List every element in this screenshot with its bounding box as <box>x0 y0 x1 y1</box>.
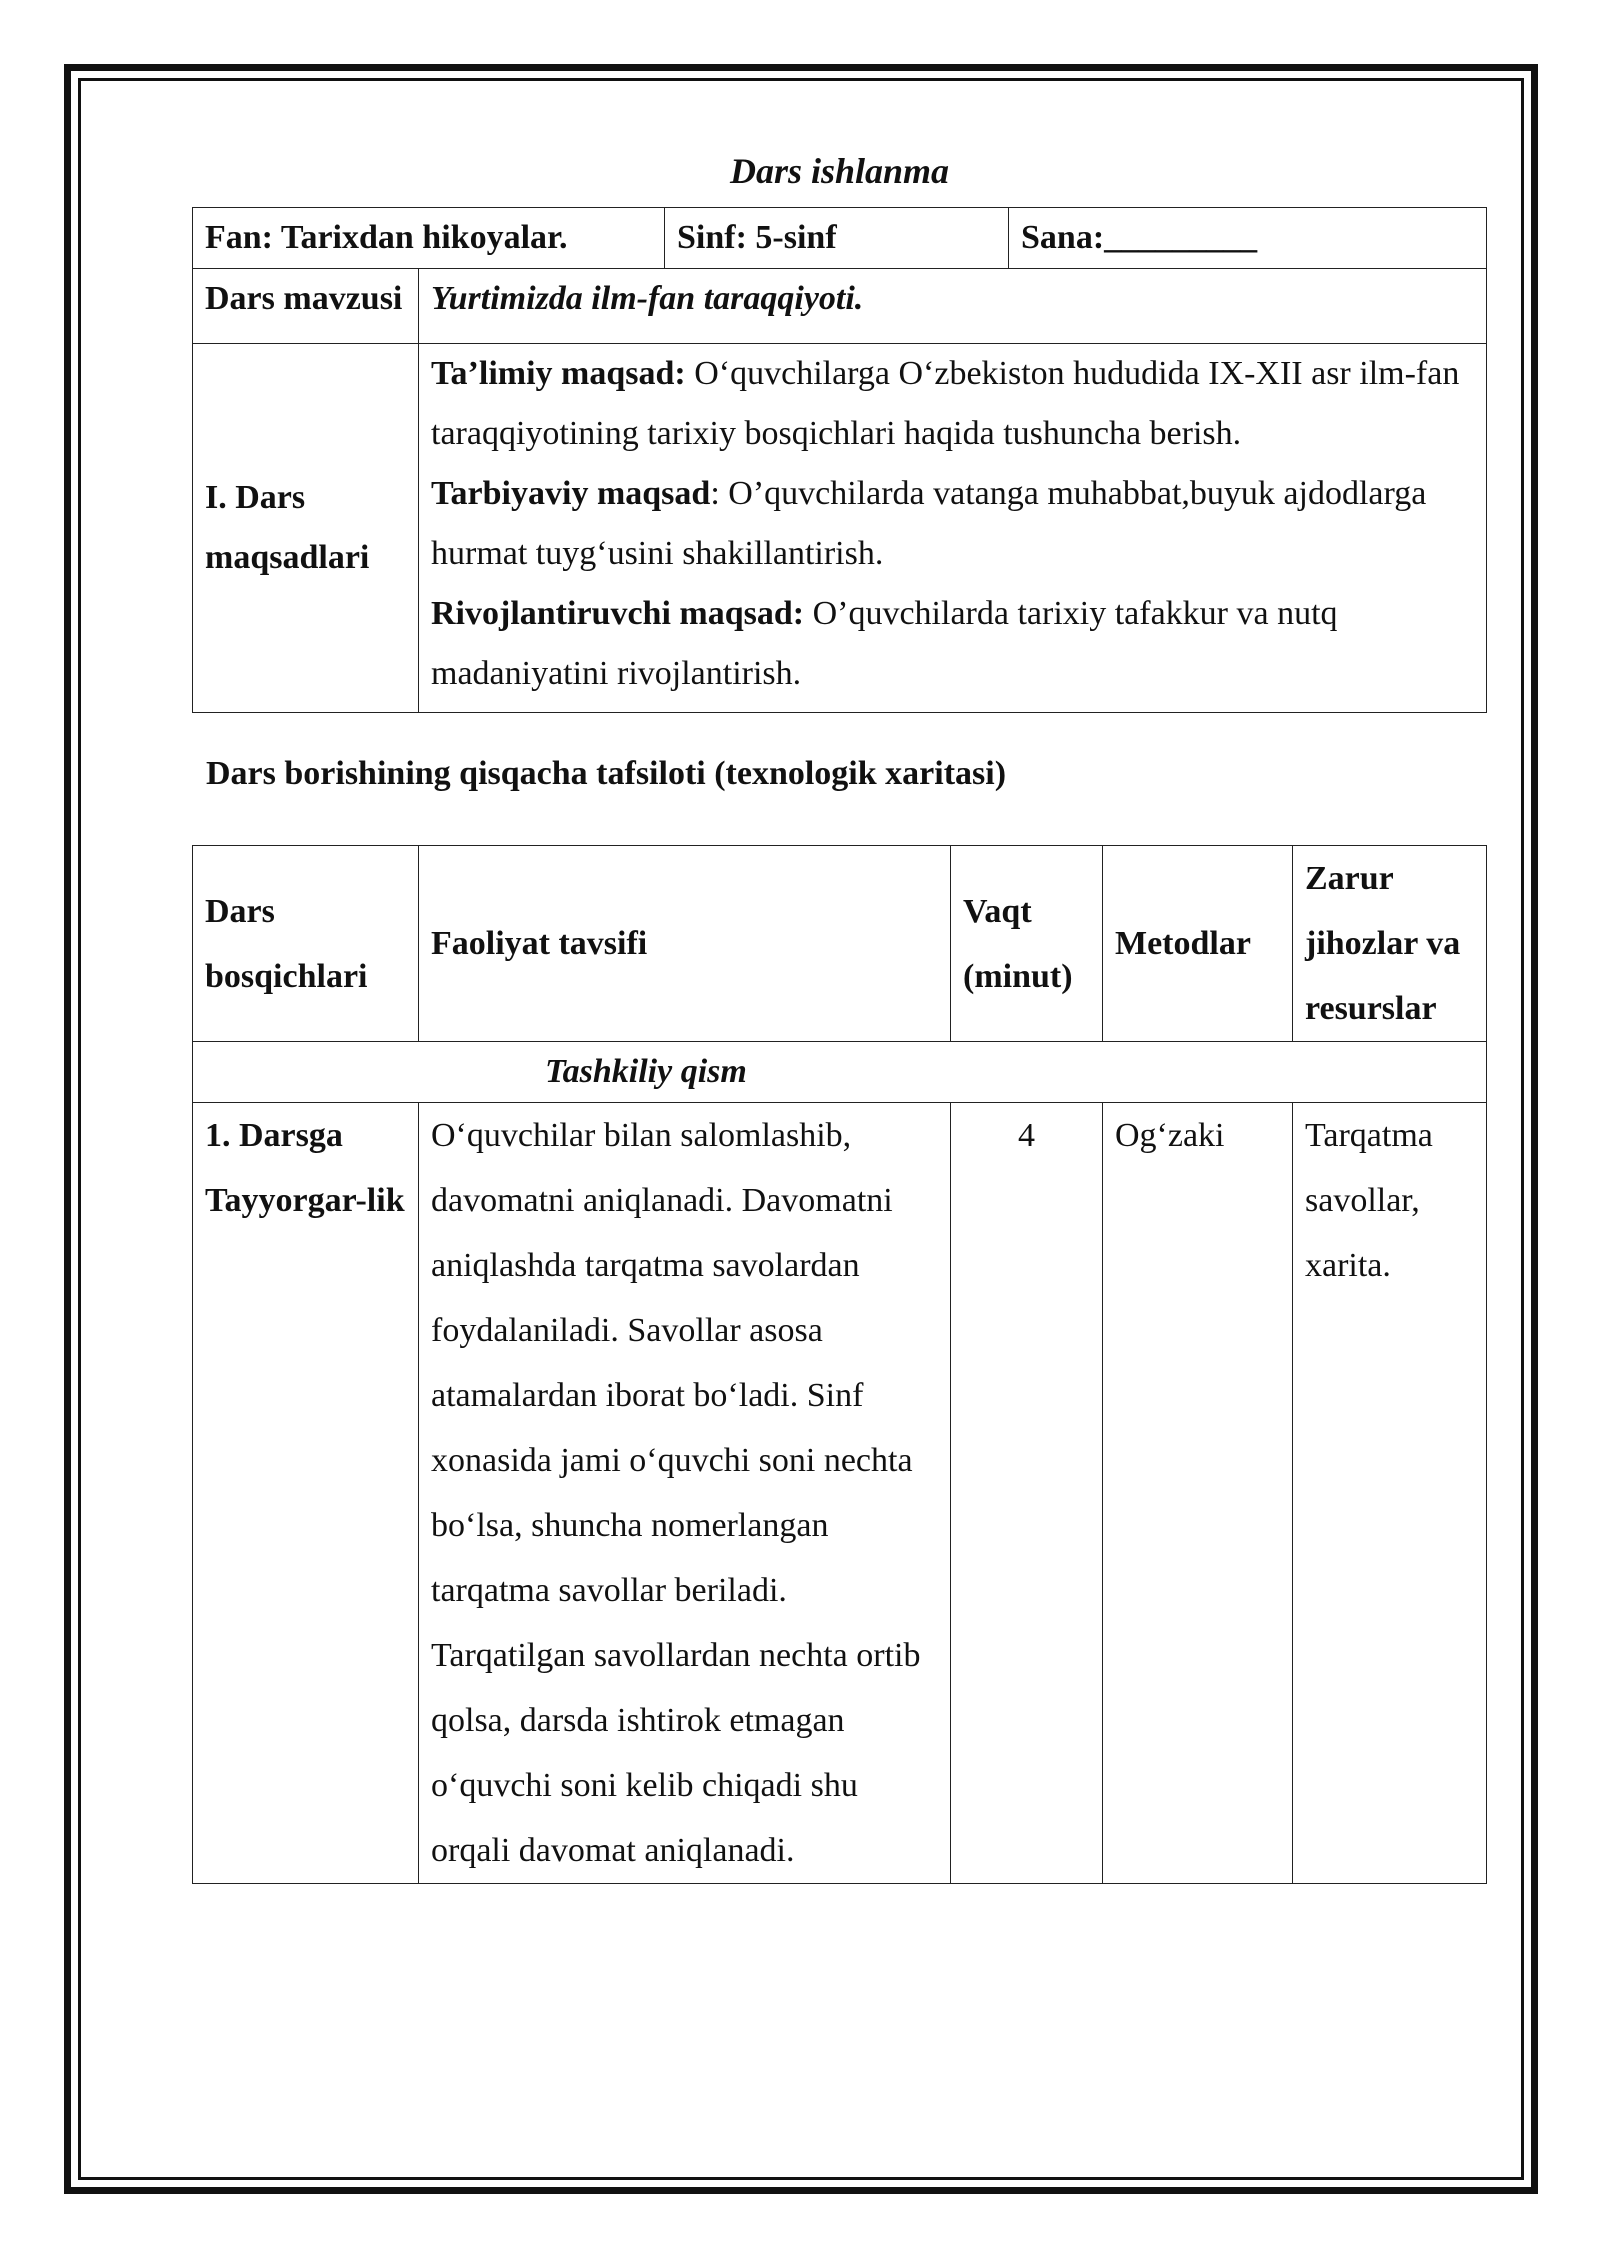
plan-section-row <box>193 1042 1487 1103</box>
stage-cell: 1. Darsga Tayyorgar-lik <box>193 1103 419 1884</box>
topic-label: Dars mavzusi <box>193 269 419 344</box>
plan-header-row <box>193 846 1487 1042</box>
header-time: Vaqt (minut) <box>951 846 1103 1042</box>
goals-label: I. Dars maqsadlari <box>193 344 419 713</box>
info-row <box>193 208 1487 269</box>
goals-row <box>193 344 1487 713</box>
activity-cell: O‘quvchilar bilan salomlashib, davomatni aniqlanadi. Davomatni aniqlashda tarqatma savolardan foydalaniladi. Savollar asosa atamalardan iborat bo‘ladi. Sinf xonasida jami o‘quvchi soni nechta bo‘lsa, shuncha nomerlangan tarqatma savollar beriladi. Tarqatilgan savollardan nechta ortib qolsa, darsda ishtirok etmagan o‘quvchi soni kelib chiqadi shu orqali davomat aniqlanadi. <box>419 1103 951 1884</box>
header-methods: Metodlar <box>1103 846 1293 1042</box>
resources-cell: Tarqatma savollar, xarita. <box>1293 1103 1487 1884</box>
header-activity: Faoliyat tavsifi <box>419 846 951 1042</box>
lesson-info-table <box>192 207 1487 713</box>
section-title: Tashkiliy qism <box>193 1042 1487 1103</box>
header-stages: Dars bosqichlari <box>193 846 419 1042</box>
subject-cell: Fan: Tarixdan hikoyalar. <box>193 208 665 269</box>
time-cell: 4 <box>951 1103 1103 1884</box>
document-title: Dars ishlanma <box>729 151 950 191</box>
topic-row <box>193 269 1487 344</box>
goals-content <box>419 344 1487 713</box>
grade-cell: Sinf: 5-sinf <box>665 208 1009 269</box>
goal-upbringing: Tarbiyaviy maqsad: O’quvchilarda vatanga muhabbat,buyuk ajdodlarga hurmat tuyg‘usini shakillantirish. <box>431 475 1427 573</box>
goal-educational: Ta’limiy maqsad: O‘quvchilarga O‘zbekiston hududida IX-XII asr ilm-fan taraqqiyotining tarixiy bosqichlari haqida tushuncha berish. <box>431 355 1460 453</box>
topic-value: Yurtimizda ilm-fan taraqqiyoti. <box>419 269 1487 344</box>
lesson-plan-table <box>192 845 1487 1884</box>
header-resources: Zarur jihozlar va resurslar <box>1293 846 1487 1042</box>
method-cell: Og‘zaki <box>1103 1103 1293 1884</box>
goal-developmental: Rivojlantiruvchi maqsad: O’quvchilarda tarixiy tafakkur va nutq madaniyatini rivojlantirish. <box>431 595 1338 693</box>
section-heading: Dars borishining qisqacha tafsiloti (texnologik xaritasi) <box>206 755 1007 793</box>
date-cell: Sana:_________ <box>1009 208 1487 269</box>
table-row <box>193 1103 1487 1884</box>
document-page <box>192 150 1487 1884</box>
